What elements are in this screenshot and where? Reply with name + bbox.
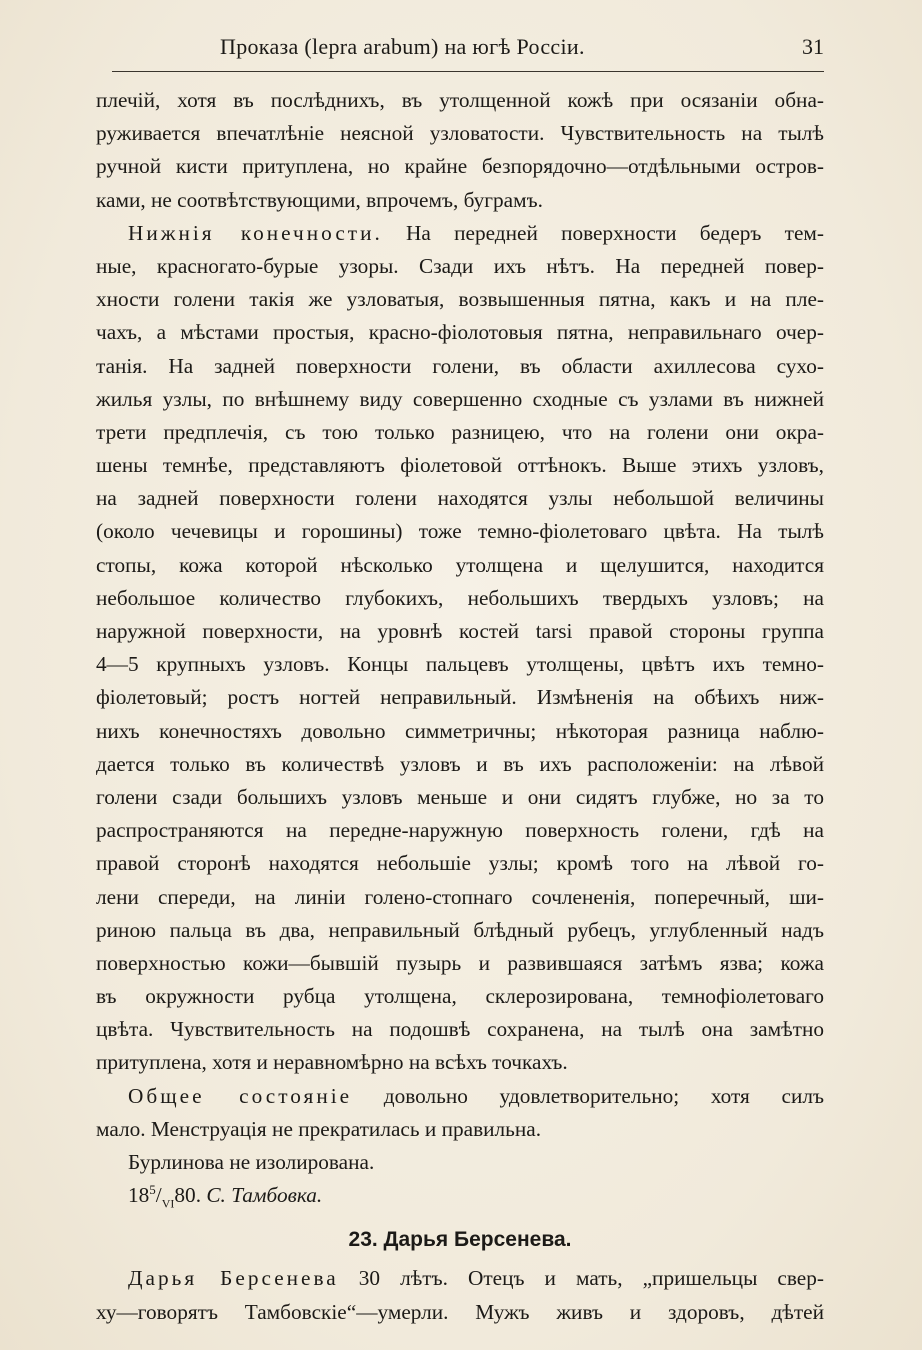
text-line: (около чечевицы и горошины) тоже темно-фіолетоваго цвѣта. На тылѣ [96, 519, 824, 544]
text-line: Бурлинова не изолирована. [128, 1150, 375, 1174]
text-line: трети предплечія, съ тою только разницею, что на голени они окра- [96, 419, 824, 444]
text-line: хности голени такія же узловатыя, возвышенныя пятна, какъ и на пле- [96, 287, 824, 312]
text-line: ные, красногато-бурые узоры. Сзади ихъ нѣтъ. На передней повер- [96, 253, 824, 278]
text-line: мало. Менструація не прекратилась и правильна. [96, 1116, 542, 1141]
text-line: ками, не соотвѣтствующими, впрочемъ, буграмъ. [96, 187, 543, 212]
paragraph-isolation [96, 1146, 824, 1179]
paragraph-case-23 [96, 1262, 824, 1328]
paragraph-lower-limbs [96, 217, 824, 1080]
text-line: нихъ конечностяхъ довольно симметричны; нѣкоторая разница наблю- [96, 718, 824, 743]
running-title: Проказа (lepra arabum) на югѣ Россіи. [220, 34, 585, 59]
text-line: поверхностью кожи—бывшій пузырь и развившаяся затѣмъ язва; кожа [96, 950, 824, 975]
place-name: С. Тамбовка. [206, 1183, 323, 1208]
text-line: 4—5 крупныхъ узловъ. Концы пальцевъ утолщены, цвѣтъ ихъ темно- [96, 652, 824, 677]
text-line: танія. На задней поверхности голени, въ области ахиллесова сухо- [96, 353, 824, 378]
text-line: распространяются на передне-наружную поверхность голени, гдѣ на [96, 818, 824, 843]
page-number: 31 [802, 34, 824, 59]
text-line: Дарья Берсенева 30 лѣтъ. Отецъ и мать, „пришельцы свер- [128, 1266, 824, 1291]
text-line: стопы, кожа которой нѣсколько утолщена и щелушится, находится [96, 552, 824, 577]
paragraph-lead: Дарья Берсенева [128, 1266, 339, 1291]
paragraph-continued [96, 84, 824, 217]
body-text [96, 84, 824, 1329]
text-line: ручной кисти притуплена, но крайне безпорядочно—отдѣльными остров- [96, 154, 824, 179]
text-line: жилья узлы, по внѣшнему виду совершенно сходные съ узлами въ нижней [96, 386, 824, 411]
paragraph-lead: Нижнія конечности. [128, 220, 383, 245]
text-line: плечій, хотя въ послѣднихъ, въ утолщенной кожѣ при осязаніи обна- [96, 88, 824, 112]
running-head [130, 34, 824, 74]
text-line: цвѣта. Чувствительность на подошвѣ сохранена, на тылѣ она замѣтно [96, 1017, 824, 1042]
text-line: риною пальца въ два, неправильный блѣдный рубецъ, углубленный надъ [96, 917, 824, 942]
text-line: Общее состояніе довольно удовлетворительно; хотя силъ [128, 1083, 824, 1108]
text-line: небольшое количество глубокихъ, небольшихъ твердыхъ узловъ; на [96, 585, 824, 610]
text-line: чахъ, а мѣстами простыя, красно-фіолотовыя пятна, неправильнаго очер- [96, 320, 824, 345]
text-line: на задней поверхности голени находятся узлы небольшой величины [96, 486, 824, 511]
date-line: $18^5/_{VI}80$. С. Тамбовка. [128, 1182, 323, 1211]
text-line: лени спереди, на линіи голено-стопнаго сочлененія, поперечный, ши- [96, 884, 824, 909]
text-line: наружной поверхности, на уровнѣ костей tarsi правой стороны группа [96, 619, 824, 643]
text-line: ху—говорятъ Тамбовскіе“—умерли. Мужъ живъ и здоровъ, дѣтей [96, 1299, 824, 1324]
header-rule [112, 71, 824, 72]
text-line: Нижнія конечности. На передней поверхности бедеръ тем- [128, 220, 824, 245]
dateline [96, 1179, 824, 1212]
section-heading: 23. Дарья Берсенева. [348, 1228, 572, 1252]
text-line: фіолетовый; ростъ ногтей неправильный. Измѣненія на обѣихъ ниж- [96, 685, 824, 710]
text-line: правой сторонѣ находятся небольшіе узлы; кромѣ того на лѣвой го- [96, 851, 824, 876]
text-line: шены темнѣе, представляютъ фіолетовой оттѣнокъ. Выше этихъ узловъ, [96, 453, 824, 478]
text-line: притуплена, хотя и неравномѣрно на всѣхъ точкахъ. [96, 1050, 568, 1075]
text-line: въ окружности рубца утолщена, склерозирована, темнофіолетоваго [96, 984, 824, 1009]
text-line: дается только въ количествѣ узловъ и въ ихъ расположеніи: на лѣвой [96, 751, 824, 776]
text-line: руживается впечатлѣніе неясной узловатости. Чувствительность на тылѣ [96, 121, 824, 146]
paragraph-lead: Общее состояніе [128, 1083, 353, 1108]
paragraph-general-state [96, 1080, 824, 1146]
text-line: голени сзади большихъ узловъ меньше и они сидятъ глубже, но за то [96, 784, 824, 809]
